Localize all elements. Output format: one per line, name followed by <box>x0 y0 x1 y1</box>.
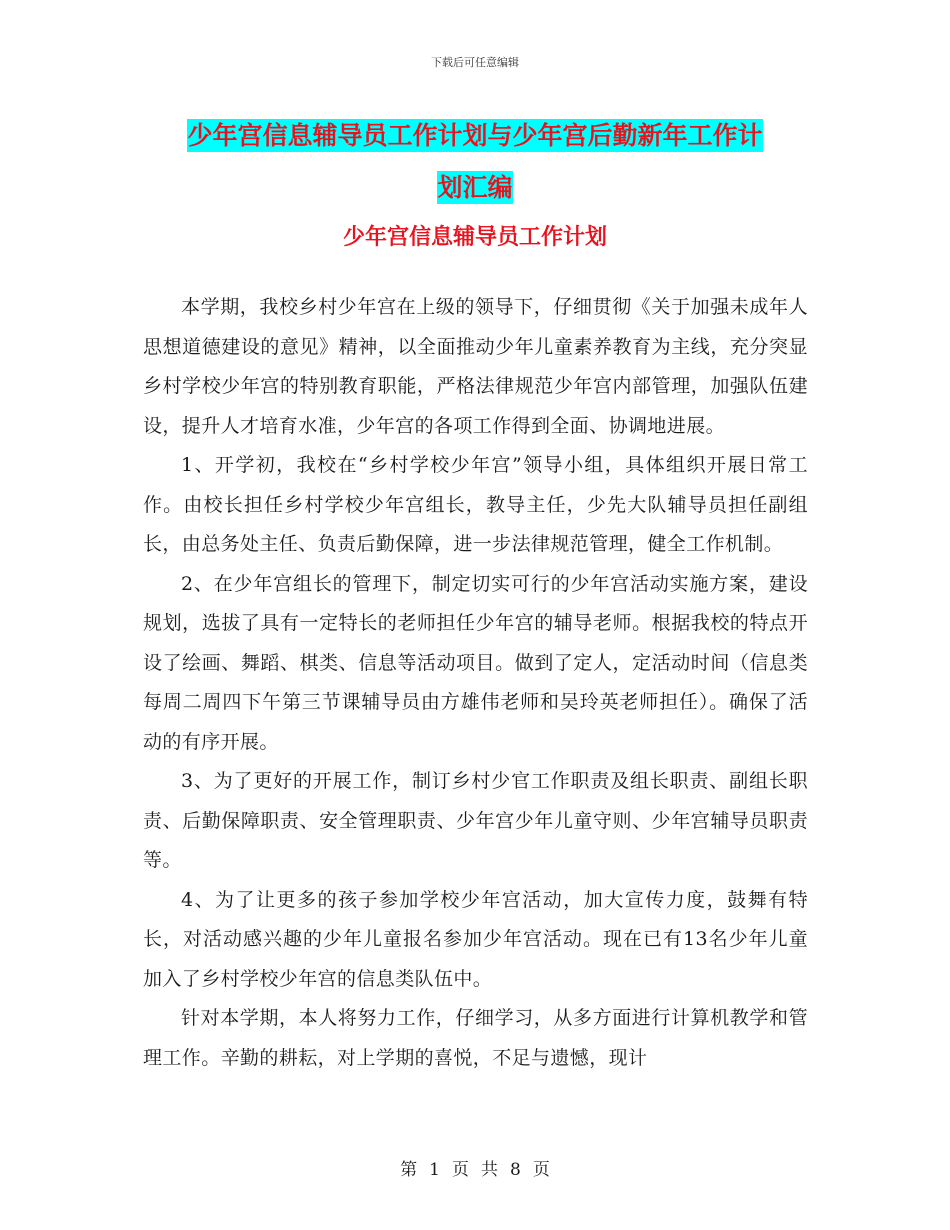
footer-current-page: 1 <box>429 1160 440 1180</box>
section-title: 少年宫信息辅导员工作计划 <box>342 225 607 250</box>
paragraph: 3、为了更好的开展工作，制订乡村少官工作职责及组长职责、副组长职责、后勤保障职责、安全管理职责、少年宫少年儿童守则、少年宫辅导员职责等。 <box>143 770 808 871</box>
header-note: 下载后可任意编辑 <box>431 56 519 69</box>
footer-label-ye: 页 <box>452 1160 469 1180</box>
paragraph: 本学期，我校乡村少年宫在上级的领导下，仔细贯彻《关于加强未成年人思想道德建设的意见》精神，以全面推动少年儿童素养教育为主线，充分突显乡村学校少年宫的特别教育职能，严格法律规范少年宫内部管理，加强队伍建设，提升人才培育水准，少年宫的各项工作得到全面、协调地进展。 <box>143 296 808 437</box>
footer-total-pages: 8 <box>510 1160 521 1180</box>
footer-label-di: 第 <box>400 1160 418 1180</box>
paragraph: 1、开学初，我校在“乡村学校少年宫”领导小组，具体组织开展日常工作。由校长担任乡村学校少年宫组长，教导主任，少先大队辅导员担任副组长，由总务处主任、负责后勤保障，进一步法律规范管理，健全工作机制。 <box>143 454 808 555</box>
paragraph: 2、在少年宫组长的管理下，制定切实可行的少年宫活动实施方案，建设规划，选拔了具有一定特长的老师担任少年宫的辅导老师。根据我校的特点开设了绘画、舞蹈、棋类、信息等活动项目。做到了定人，定活动时间（信息类每周二周四下午第三节课辅导员由方雄伟老师和吴玲英老师担任）。确保了活动的有序开展。 <box>143 572 808 753</box>
paragraph: 4、为了让更多的孩子参加学校少年宫活动，加大宣传力度，鼓舞有特长，对活动感兴趣的少年儿童报名参加少年宫活动。现在已有13名少年儿童加入了乡村学校少年宫的信息类队伍中。 <box>143 888 808 990</box>
document-title <box>0 110 950 214</box>
footer-label-ye-2: 页 <box>532 1160 550 1180</box>
paragraph: 针对本学期，本人将努力工作，仔细学习，从多方面进行计算机教学和管理工作。辛勤的耕耘，对上学期的喜悦，不足与遗憾，现计 <box>143 1007 808 1069</box>
document-title-line-1: 少年宫信息辅导员工作计划与少年宫后勤新年工作计 <box>187 121 763 150</box>
page-footer <box>0 1155 950 1180</box>
document-body <box>143 288 808 1078</box>
document-title-line-2: 划汇编 <box>437 173 513 202</box>
footer-label-gong: 共 <box>481 1160 498 1180</box>
